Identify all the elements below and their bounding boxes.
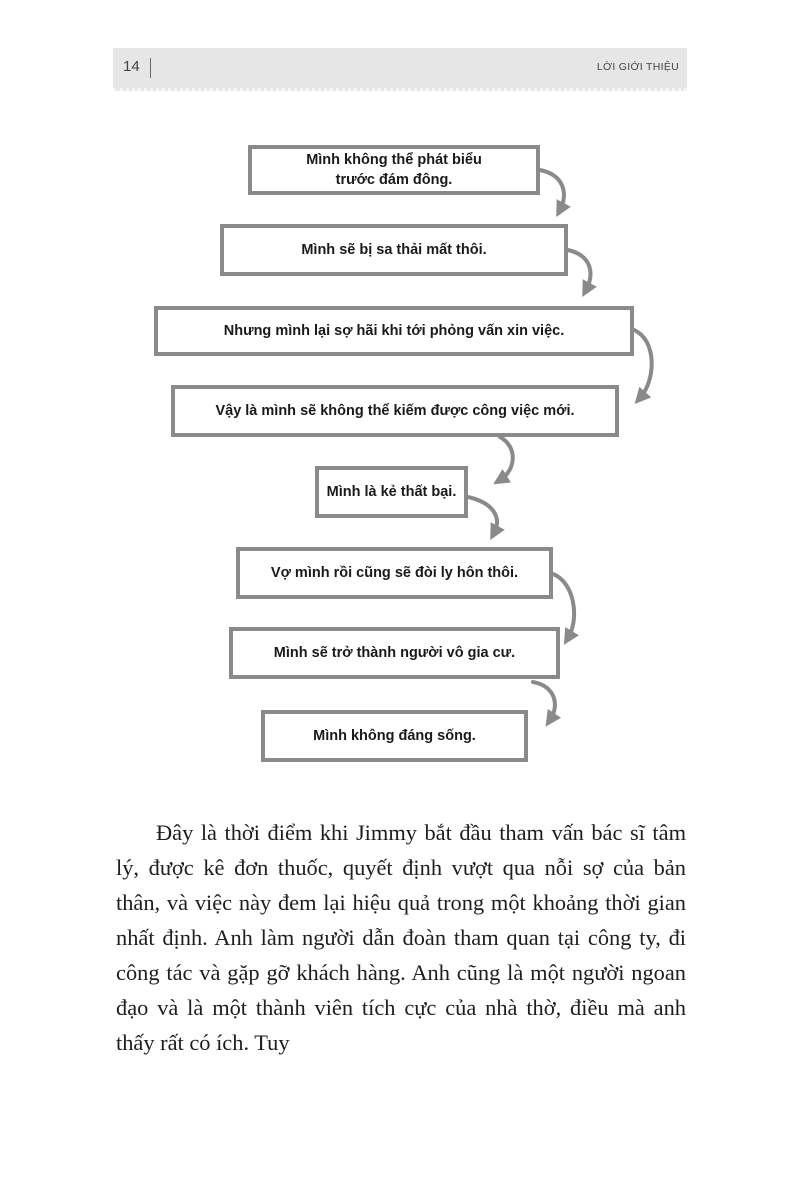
flow-step-1 (248, 145, 540, 195)
flow-step-8-text: Mình không đáng sống. (313, 727, 476, 744)
flow-step-7 (229, 627, 560, 679)
chapter-title: LỜI GIỚI THIỆU (596, 61, 679, 73)
arrow-1 (540, 170, 564, 210)
body-paragraph: Đây là thời điểm khi Jimmy bắt đầu tham vấn bác sĩ tâm lý, được kê đơn thuốc, quyết định vượt qua nỗi sợ của bản thân, và việc này đem lại hiệu quả trong một khoảng thời gian nhất định. Anh làm người dẫn đoàn tham quan tại công ty, đi công tác và gặp gỡ khách hàng. Anh cũng là một người ngoan đạo và là một thành viên tích cực của nhà thờ, điều mà anh thấy rất có ích. Tuy (116, 820, 686, 1055)
arrow-4 (500, 437, 513, 480)
flow-step-2 (220, 224, 568, 276)
flow-step-5 (315, 466, 468, 518)
flow-step-6-text: Vợ mình rồi cũng sẽ đòi ly hôn thôi. (270, 564, 519, 581)
flow-step-2-text: Mình sẽ bị sa thải mất thôi. (301, 241, 487, 258)
arrow-3 (634, 330, 652, 398)
page-number: 14 (123, 58, 140, 75)
flow-step-1-line1: Mình không thể phát biểu (306, 151, 482, 168)
flow-step-3-text: Nhưng mình lại sợ hãi khi tới phỏng vấn xin việc. (223, 322, 565, 339)
arrow-2 (568, 250, 590, 290)
flow-step-5-text: Mình là kẻ thất bại. (326, 483, 457, 500)
flow-step-1-line2: trước đám đông. (335, 172, 453, 188)
arrow-7 (533, 682, 555, 720)
arrow-5 (468, 497, 497, 533)
flow-step-3 (154, 306, 634, 356)
flow-step-4-text: Vậy là mình sẽ không thể kiếm được công việc mới. (215, 402, 575, 419)
flow-step-4 (171, 385, 619, 437)
flow-step-8 (261, 710, 528, 762)
flow-step-6 (236, 547, 553, 599)
flow-step-7-text: Mình sẽ trở thành người vô gia cư. (273, 644, 516, 661)
